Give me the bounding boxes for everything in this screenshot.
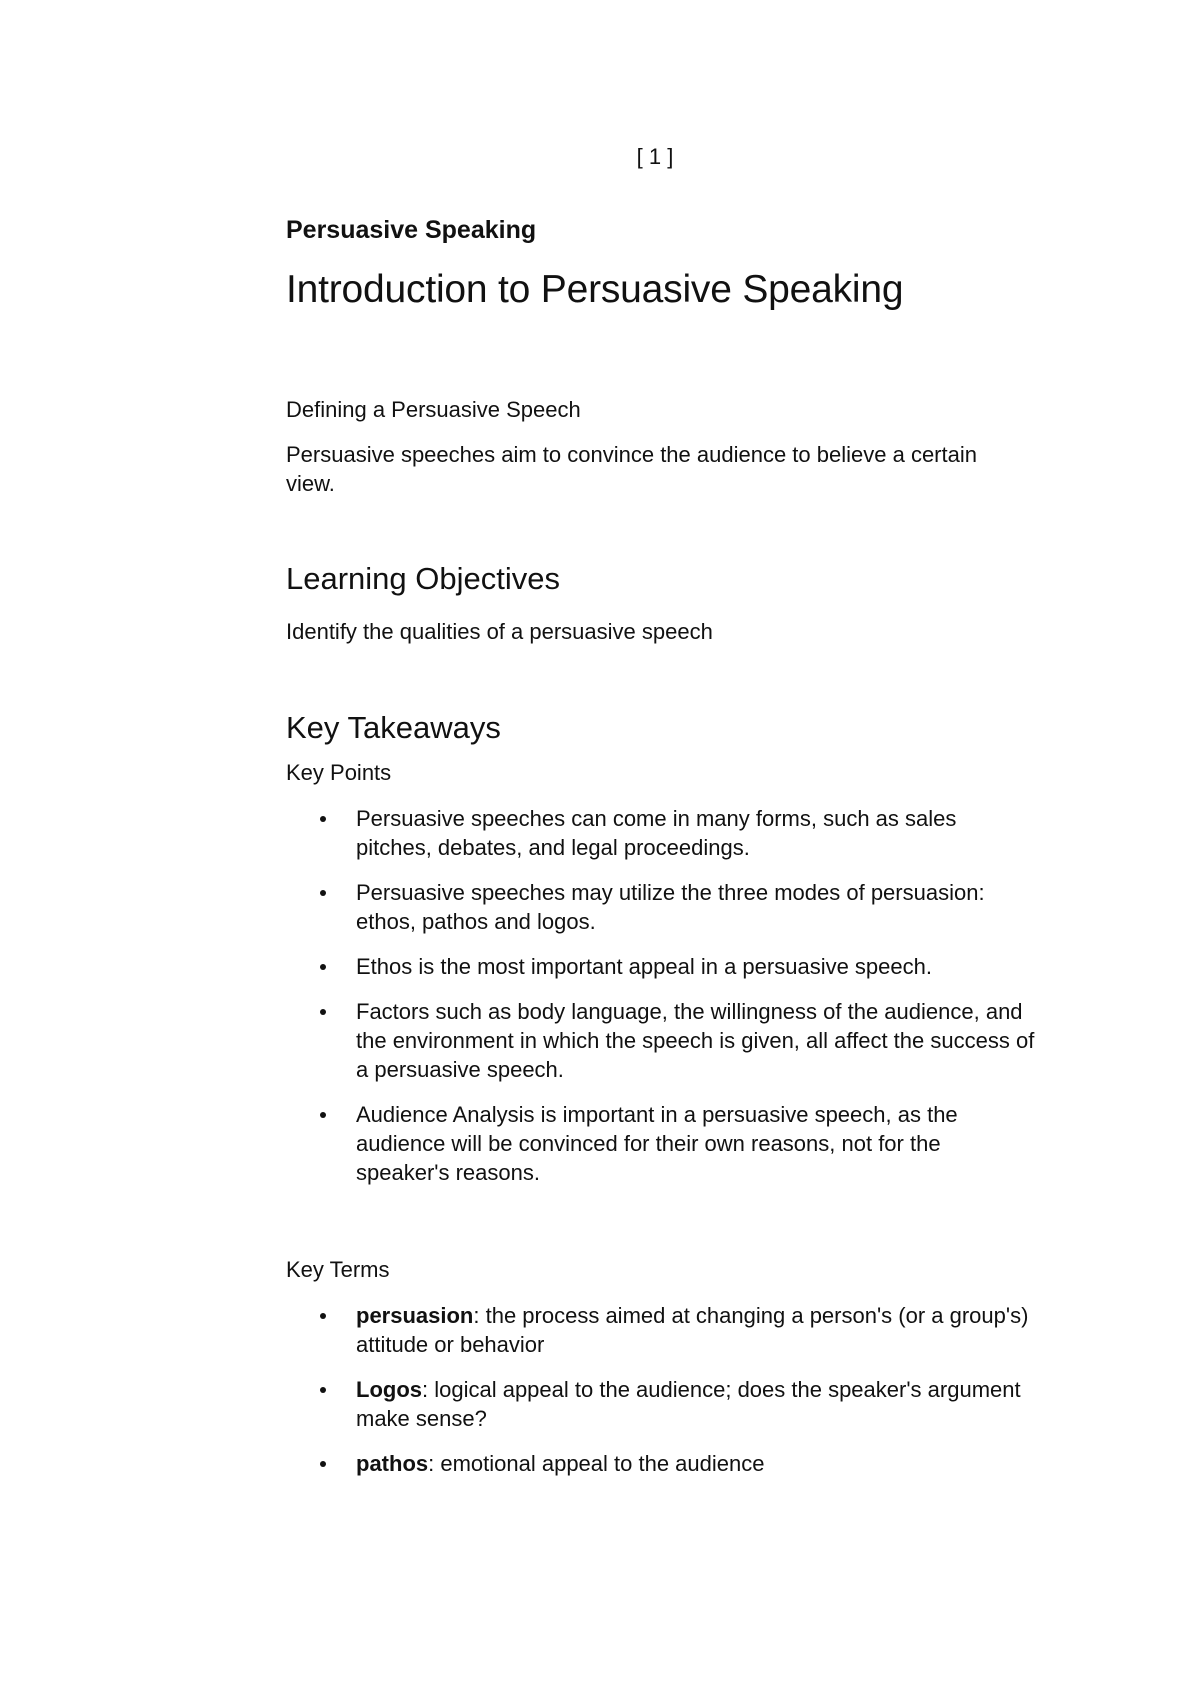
bullet-icon (320, 816, 326, 822)
key-term-definition: : logical appeal to the audience; does the speaker's argument make sense? (356, 1377, 1021, 1431)
defining-text: Persuasive speeches aim to convince the audience to believe a certain view. (286, 442, 977, 496)
learning-objectives-heading: Learning Objectives (286, 561, 560, 596)
list-item (286, 804, 1036, 862)
bullet-icon (320, 1009, 326, 1015)
bullet-icon (320, 1112, 326, 1118)
key-term: pathos (356, 1451, 429, 1476)
list-item (286, 1301, 1036, 1359)
key-point-text: Ethos is the most important appeal in a persuasive speech. (356, 954, 932, 979)
key-point-text: Persuasive speeches can come in many forms, such as sales pitches, debates, and legal proceedings. (356, 806, 957, 860)
key-point-text: Persuasive speeches may utilize the three modes of persuasion: ethos, pathos and logos. (356, 880, 985, 934)
key-points-list (286, 804, 1036, 1187)
list-item (286, 952, 1036, 981)
key-point-text: Audience Analysis is important in a persuasive speech, as the audience will be convinced for their own reasons, not for the speaker's reasons. (356, 1102, 958, 1185)
key-takeaways-heading: Key Takeaways (286, 710, 501, 745)
key-term-definition: : emotional appeal to the audience (428, 1451, 765, 1476)
chapter-title: Introduction to Persuasive Speaking (286, 268, 904, 311)
list-item (286, 997, 1036, 1084)
key-points-heading: Key Points (286, 760, 392, 785)
bullet-icon (320, 1387, 326, 1393)
list-item (286, 878, 1036, 936)
key-point-text: Factors such as body language, the willingness of the audience, and the environment in which the speech is given, all affect the success of a persuasive speech. (356, 999, 1035, 1082)
key-term-definition: : the process aimed at changing a person's (or a group's) attitude or behavior (356, 1303, 1029, 1357)
bullet-icon (320, 1461, 326, 1467)
key-terms-list (286, 1301, 1036, 1478)
bullet-icon (320, 890, 326, 896)
key-terms-heading: Key Terms (286, 1257, 390, 1282)
learning-objectives-text: Identify the qualities of a persuasive speech (286, 619, 713, 644)
course-title: Persuasive Speaking (286, 216, 537, 244)
list-item (286, 1375, 1036, 1433)
key-term: persuasion (356, 1303, 474, 1328)
list-item (286, 1449, 1036, 1478)
page-number: [ 1 ] (636, 144, 674, 169)
list-item (286, 1100, 1036, 1187)
document-body (286, 212, 1036, 1494)
bullet-icon (320, 964, 326, 970)
bullet-icon (320, 1313, 326, 1319)
key-term: Logos (356, 1377, 422, 1402)
defining-heading: Defining a Persuasive Speech (286, 397, 581, 422)
